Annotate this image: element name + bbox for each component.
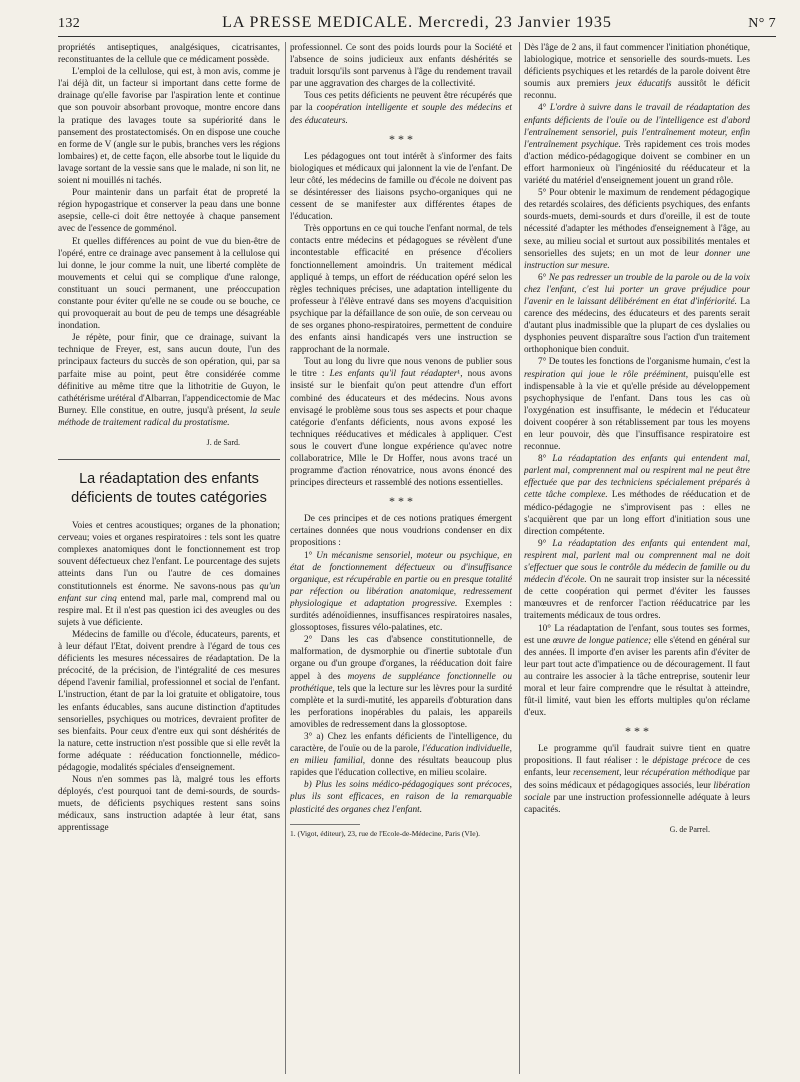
emphasis: libération sociale — [524, 780, 750, 803]
text-run: leur — [621, 768, 642, 779]
text-run: elle s'étend en général sur des années. Il importe d'en aviser les parents afin d'éviter de leur part tout acte d'impatience ou de découragement. Il faut au contraire les associer à la tâche entreprise, soutenir leur moral et leur faire comprendre que le résultat à atteindre, fût-il limité, vaut bien les efforts multiples qu'on réclame d'eux. — [524, 635, 750, 719]
text-run: Très rapidement ces trois modes d'action médico-pédagogique doivent se combiner en un effort harmonieux où l'ingéniosité du rééducateur et la variété du matériel d'enseignement jouent un grand rôle. — [524, 139, 750, 187]
column-divider — [519, 42, 520, 1074]
paragraph — [58, 332, 280, 429]
text-run: 6° — [538, 272, 549, 283]
paragraph: Pour maintenir dans un parfait état de propreté la région hypogastrique et conserver la peau dans une bonne asepsie, celle-ci doit être nettoyée à chaque pansement avec de l'essence de gomménol. — [58, 188, 280, 235]
emphasis: la seule méthode de traitement radical du prostatisme. — [58, 405, 280, 428]
text-run: Les méthodes de rééducation et de médico-pédagogie ne s'improvisent pas : elles ne s'acquièrent que par un long effort d'initiation sous une direction compétente. — [524, 490, 750, 537]
emphasis: L'ordre à suivre dans le travail de réadaptation des enfants déficients de l'ouïe ou de l'intelligence est d'abord l'entraînement sensoriel, puis l'entraînement moteur, enfin l'entraînement psychique. — [524, 103, 750, 150]
section-stars: * * * — [389, 494, 413, 509]
paragraph: professionnel. Ce sont des poids lourds pour la Société et l'absence de soins judicieux aux enfants déshérités se traduit lorsqu'ils sont parvenus à l'âge du rendement travail par une aggravation des charges de la collectivité. — [290, 43, 512, 90]
paragraph — [524, 743, 750, 816]
paragraph — [524, 453, 750, 538]
journal-title: LA PRESSE MEDICALE. Mercredi, 23 Janvier 1935 — [222, 14, 612, 31]
article-title: La réadaptation des enfants déficients de toutes catégories — [71, 471, 267, 507]
text-run: de ces enfants, leur — [524, 756, 750, 779]
section-stars: * * * — [389, 131, 413, 146]
paragraph — [524, 623, 750, 720]
paragraph: L'emploi de la cellulose, qui est, à mon avis, comme je l'ai déjà dit, un facteur si important dans cette forme de drainage qu'elle favorise par l'aspiration lente et continue que son pouvoir absorbant provoque, montre encore dans la pratique des lavages toute sa supériorité dans le pansement des prostatectomisés. On en dispose une couche en forme de V (angle sur le pubis, branches vers les régions lombaires) et, de cette façon, elle absorbe tout le liquide du lavage sortant de la vessie sans que le malade, ni son lit, ne soient ni mouillés ni tachés. — [58, 67, 280, 187]
text-run: donne des résultats beaucoup plus rapides que l'éducation collective, en milieu scolaire. — [290, 756, 512, 779]
text-run: La carence des médecins, des éducateurs et des parents serait d'autant plus inadmissible que la plupart de ces dyslalies ou dysphonies peuvent disparaître sous l'action d'un traitement orthophonique bien conduit. — [524, 296, 750, 356]
emphasis: b) Plus les soins médico-pédagogiques sont précoces, plus ils sont efficaces, en raison de la remarquable plasticité des organes chez l'enfant. — [290, 780, 512, 815]
text-run: 4° — [538, 103, 550, 114]
text-run: par des soins médicaux et pédagogiques associés, leur — [524, 768, 750, 791]
text-run: 9° — [538, 538, 553, 549]
article-separator — [58, 459, 280, 460]
issue-number: N° 7 — [748, 16, 776, 31]
column-1 — [58, 42, 280, 1076]
paragraph — [524, 102, 750, 187]
text-run: 7° De toutes les fonctions de l'organisme humain, c'est la — [538, 357, 750, 368]
header-rule — [58, 36, 776, 37]
page-header — [58, 10, 776, 36]
emphasis: qu'un enfant sur cinq — [58, 581, 280, 604]
author-signature: G. de Parrel. — [669, 824, 710, 834]
paragraph — [524, 187, 750, 272]
paragraph — [524, 538, 750, 623]
paragraph: De ces principes et de ces notions pratiques émergent certaines données que nous voudrions condenser en dix propositions : — [290, 514, 512, 549]
paragraph — [58, 520, 280, 629]
paragraph — [524, 272, 750, 357]
paragraph — [290, 634, 512, 731]
paragraph: Les pédagogues ont tout intérêt à s'informer des faits biologiques et médicaux qui jalonnent la vie de l'enfant. De leur côté, les médecins de famille ou d'école ne doivent pas se désintéresser des liaisons psycho-organiques qui ne cessent de se manifester aux différentes étapes de l'éducation. — [290, 151, 512, 223]
paragraph: propriétés antiseptiques, analgésiques, cicatrisantes, reconstituantes de la cellule que ce médicament possède. — [58, 43, 280, 66]
page-number: 132 — [58, 16, 81, 31]
text-run: Tout au long du livre que nous venons de publier sous le titre : — [290, 357, 512, 380]
text-run: puisqu'elle est indispensable à la vie et qu'elle préside au développement psychophysique de l'enfant. Dans tous les cas où l'oxygénation est insuffisante, le médecin et l'éducateur doivent coopérer à son rétablissement par tous les moyens en leur pouvoir, dès que l'insuffisance respiratoire est reconnue. — [524, 369, 750, 453]
footnote-rule — [290, 824, 360, 825]
text-run: Tous ces petits déficients ne peuvent être récupérés que par la — [290, 91, 512, 114]
paragraph: Et quelles différences au point de vue du bien-être de l'opéré, entre ce drainage avec pansement à la cellulose qui lui donne, le jour comme la nuit, une liberté complète de mouvements et celui qui se complique d'une ralonge, constituant un souci permanent, une préoccupation constante pour éviter qu'elle ne se coude ou se bouche, ce qui provoquerait au bout de peu de temps une désagréable inondation. — [58, 236, 280, 332]
emphasis: recensement, — [573, 768, 622, 779]
emphasis: Les enfants qu'il faut réadapter — [329, 369, 458, 380]
emphasis: récupération méthodique — [641, 768, 736, 779]
emphasis: respiration qui joue le rôle prééminent, — [524, 369, 689, 380]
emphasis: Un mécanisme sensoriel, moteur ou psychique, en état de fonctionnement défectueux ou d'insuffisance organique, est récupérable en partie ou en presque totalité par réfection ou libération anatomique, redressement physiologique et adaptation progressive. — [290, 550, 512, 609]
emphasis: moyens de suppléance fonctionnelle ou prothétique, — [290, 671, 512, 694]
text-run: 3° a) Chez les enfants déficients de l'intelligence, du caractère, de l'ouïe ou de la parole, — [290, 731, 512, 755]
emphasis: coopération intelligente et souple des médecins et des éducateurs. — [290, 103, 512, 126]
paragraph: Nous n'en sommes pas là, malgré tous les efforts déployés, c'est pourquoi tant de demi-sourds, de sourds-muets, de déficients psychiques restent sans soins médicaux, sans instruction adaptée à leur état, sans apprentissage — [58, 775, 280, 834]
paragraph — [290, 90, 512, 126]
text-run: Le programme qu'il faudrait suivre tient en quatre propositions. Il faut réaliser : le — [524, 744, 750, 767]
emphasis: œuvre de longue patience; — [552, 635, 652, 646]
paragraph — [290, 356, 512, 489]
paragraph — [290, 779, 512, 815]
text-run: Je répète, pour finir, que ce drainage, suivant la technique de Freyer, est, sans aucun doute, l'un des principaux facteurs du succès de son opération, qui, par sa parfaite mise au point, peut être considérée comme définitive au même titre que la lithotritie de Guyon, le cathétérisme urétéral d'Albarran, l'appendicectomie de Mac Burney. Elle constitue, en outre, jusqu'à présent, — [58, 333, 280, 416]
emphasis: La réadaptation des enfants qui entendent mal, parlent mal, comprennent mal ou respirent mal ne peut être effectuée que par des techniciens spécialement préparés à cette tâche complexe. — [524, 454, 750, 501]
text-run: 1° — [304, 550, 317, 561]
text-run: 8° — [538, 454, 553, 465]
author-signature: J. de Sard. — [206, 438, 240, 447]
emphasis: Ne pas redresser un trouble de la parole ou de la voix chez l'enfant, c'est lui porter un grave préjudice pour l'avenir en le laissant délibérément en état d'infériorité. — [524, 272, 750, 307]
emphasis: dépistage précoce — [652, 756, 722, 767]
emphasis: donner une instruction sur mesure. — [524, 248, 750, 271]
section-stars: * * * — [625, 724, 649, 739]
paragraph — [290, 731, 512, 779]
paragraph: Médecins de famille ou d'école, éducateurs, parents, et à leur défaut l'Etat, doivent prendre à l'égard de tous ces déficients les mesures nécessaires de réadaptation. De la précocité, de la précision, de l'intégralité de ces mesures dépend l'avenir familial, professionnel et social de l'enfant. L'instruction, étant de par la loi gratuite et obligatoire, tous les enfants éducables, sans aucune distinction d'aptitudes sensorielles, psychiques ou motrices, devraient profiter de ses bienfaits. Pour ceux d'entre eux qui sont déshérités de la nature, cette instruction n'est possible que si elle revêt la forme adéquate : rééducation fonctionnelle, médico-pédagogie, modalités spéciales d'enseignement. — [58, 629, 280, 773]
column-divider — [285, 42, 286, 1074]
text-run: Exemples : surdités adénoïdiennes, insuffisances respiratoires nasales, glossoptoses, fissures vélo-palatines, etc. — [290, 598, 512, 634]
text-run: par une instruction professionnelle adéquate à leurs capacités. — [524, 792, 750, 815]
paragraph — [524, 356, 750, 453]
emphasis: La réadaptation des enfants qui entendent mal, respirent mal, parlent mal ou comprennent mal ne doit s'effectuer que sous le contrôle du médecin de famille ou du médecin d'école. — [524, 538, 750, 586]
footnote: 1. (Vigot, éditeur), 23, rue de l'Ecole-de-Médecine, Paris (VIe). — [290, 828, 480, 838]
text-run: aussitôt le déficit reconnu. — [524, 79, 750, 102]
emphasis: l'éducation individuelle, en milieu familial, — [290, 744, 512, 767]
text-run: 5° Pour obtenir le maximum de rendement pédagogique des retardés scolaires, des déficients psychiques, des enfants sourds-muets, demi-sourds et durs d'oreille, il est de toute nécessité d'adapter les méthodes d'enseignement à l'âge, au sexe, au milieu social et surtout aux possibilités mentales et sensorielles des sujets; en un mot de leur — [524, 188, 750, 259]
paragraph — [524, 42, 750, 102]
text-run: entend mal, parle mal, comprend mal ou respire mal. Et il n'est pas question ici des aveugles ou des sujets à vue déficiente. — [58, 593, 280, 628]
paragraph — [290, 550, 512, 635]
column-2 — [290, 42, 512, 1076]
text-run: ¹, nous avons insisté sur le bienfait qu'on peut attendre d'un effort combiné des éducateurs et des médecins. Nous avons envisagé le problème sous tous ses aspects et pour chaque catégorie d'enfants déficients, nous avons exposé les techniques rééducatives et médicales à appliquer. C'est sous le couvert d'une longue expérience qu'avec notre collaboratrice, Mlle le Dr Hoffer, nous avons tracé un programme d'action rénovatrice, nous avons énoncé des principes directeurs et rassemblé des notions essentielles. — [290, 369, 512, 489]
paragraph: Très opportuns en ce qui touche l'enfant normal, de tels contacts entre médecins et pédagogues se révèlent d'une incontestable efficacité en présence d'écoliers fonctionnellement amoindris. Un traitement médical appliqué à temps, un effort de rééducation opéré selon les règles techniques précises, une adaptation intelligente du professeur à l'élève entravé dans ses moyens d'acquisition psychique par la défaillance de son ouïe, de son cerveau ou de ses organes phono-respiratoires, permettent de conduire des enfants ainsi handicapés vers une instruction se rapprochant de la normale. — [290, 224, 512, 356]
text-run: On ne saurait trop insister sur la nécessité de cette coopération qui permet d'éviter les fausses manœuvres et de renforcer l'action rééducatrice par les traitements médicaux de tous ordres. — [524, 575, 750, 622]
emphasis: jeux éducatifs — [615, 79, 672, 90]
column-3 — [524, 42, 750, 1076]
text-run: Dès l'âge de 2 ans, il faut commencer l'initiation phonétique, labiologique, motrice et sensorielle des sourds-muets. Les déficients psychiques et les retardés de la parole doivent être soumis aux premiers — [524, 43, 750, 90]
text-run: tels que la lecture sur les lèvres pour la surdité complète et la surdi-mutité, les appareils d'obturation dans les perforations inopérables du palais, les appareils amovibles de redressement dans la glossoptose. — [290, 683, 512, 730]
text-run: 2° Dans les cas d'absence constitutionnelle, de malformation, de dysmorphie ou d'inertie subtotale d'un organe ou d'un groupe d'organes, la rééducation doit faire appel à des — [290, 635, 512, 682]
text-run: 10° La réadaptation de l'enfant, sous toutes ses formes, est une — [524, 623, 750, 646]
text-run: Voies et centres acoustiques; organes de la phonation; cerveau; voies et organes respiratoires : tels sont les quatre complexes anatomiques dont le fonctionnement est trop souvent défectueux chez l'enfant. Le pourcentage des sujets atteints dans l'un ou l'autre de ces domaines constitutionnels est énorme. Ne savons-nous pas — [58, 521, 280, 592]
